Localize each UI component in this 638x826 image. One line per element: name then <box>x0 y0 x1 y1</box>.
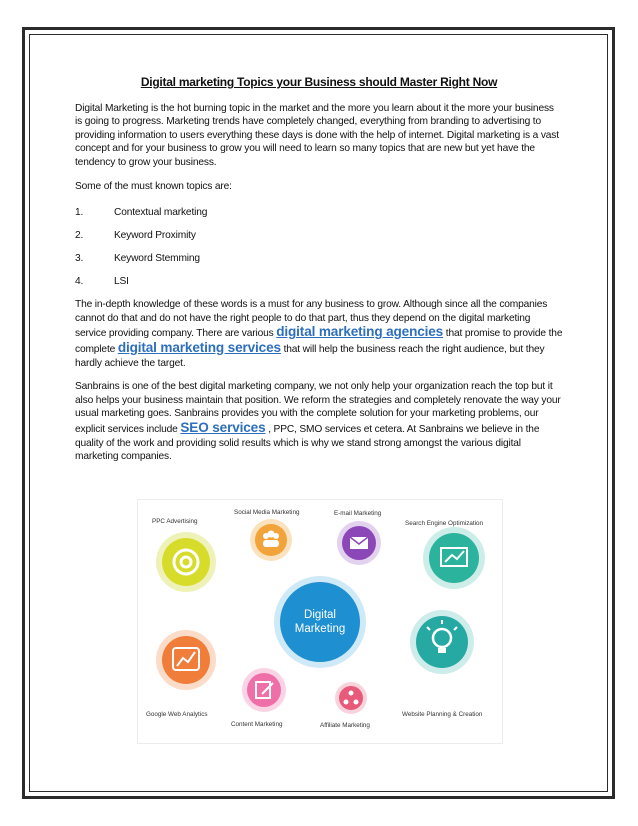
intro-paragraph: Digital Marketing is the hot burning topic in the market and the more you learn about it the more your business is going to progress. Marketing trends have completely changed, everything from branding to advertising to providing information to users everything these days is done with the help of internet. Digital marketing is a vast concept and for your business to grow you will need to learn so many topics that are new but yet have the tendency to grow your business. <box>75 102 559 168</box>
list-number: 3. <box>75 253 84 265</box>
list-item <box>75 252 563 266</box>
center-label-2: Marketing <box>294 623 346 635</box>
ppc-label: PPC Advertising <box>152 518 198 525</box>
ppc-circle <box>162 538 210 586</box>
email-label: E-mail Marketing <box>334 510 382 517</box>
paragraph-text: Sanbrains is one of the best digital marketing company, we not only help your organization reach the top but it also helps your business maintain that position. We reform the strategies and completely renovate the way your usual marketing goes. Sanbrains provides you with the complete solution for your marketing problems, our explicit services include <box>75 381 561 435</box>
list-label: LSI <box>114 276 129 288</box>
agencies-paragraph <box>75 298 563 370</box>
paragraph-text: that promise to provide the complete <box>75 328 563 355</box>
paragraph-text: that will help the business reach the right audience, but they hardly achieve the target. <box>75 343 545 369</box>
affiliate-circle <box>339 686 363 710</box>
list-number: 4. <box>75 276 84 288</box>
website-label: Website Planning & Creation <box>402 711 483 718</box>
center-circle <box>280 582 360 662</box>
list-item <box>75 275 563 289</box>
analytics-label: Google Web Analytics <box>146 711 208 718</box>
digital-marketing-services-link[interactable]: digital marketing services <box>117 339 281 355</box>
affiliate-label: Affiliate Marketing <box>320 722 370 729</box>
paragraph-text: The in-depth knowledge of these words is a must for any business to grow. Although since all the companies cannot do that and do not have the right people to do that part, thus they depend on the digital marketing service providing company. There are various <box>75 299 548 340</box>
content-label: Content Marketing <box>231 721 283 728</box>
seo-circle <box>429 533 479 583</box>
seo-label: Search Engine Optimization <box>405 520 484 527</box>
list-item <box>75 229 563 243</box>
infographic-graphic <box>138 500 502 743</box>
list-label: Contextual marketing <box>114 207 208 219</box>
seo-services-link[interactable]: SEO services <box>180 419 266 435</box>
list-label: Keyword Stemming <box>114 253 200 265</box>
document-body <box>75 76 563 474</box>
social-label: Social Media Marketing <box>234 509 300 516</box>
list-number: 1. <box>75 207 84 219</box>
sanbrains-paragraph <box>75 380 563 464</box>
list-number: 2. <box>75 230 84 242</box>
list-label: Keyword Proximity <box>114 230 196 242</box>
topics-heading: Some of the must known topics are: <box>75 180 232 192</box>
document-title: Digital marketing Topics your Business should Master Right Now <box>140 75 498 89</box>
list-item <box>75 206 563 220</box>
center-label-1: Digital <box>304 609 336 621</box>
content-circle <box>247 673 281 707</box>
envelope-icon <box>350 537 368 549</box>
paragraph-text: , PPC, SMO services et cetera. At Sanbrains we believe in the quality of the work and providing solid results which is why we stand strong amongst the various digital marketing companies. <box>75 423 540 463</box>
digital-marketing-agencies-link[interactable]: digital marketing agencies <box>276 324 444 340</box>
topics-list <box>75 206 563 289</box>
digital-marketing-infographic <box>137 499 503 744</box>
